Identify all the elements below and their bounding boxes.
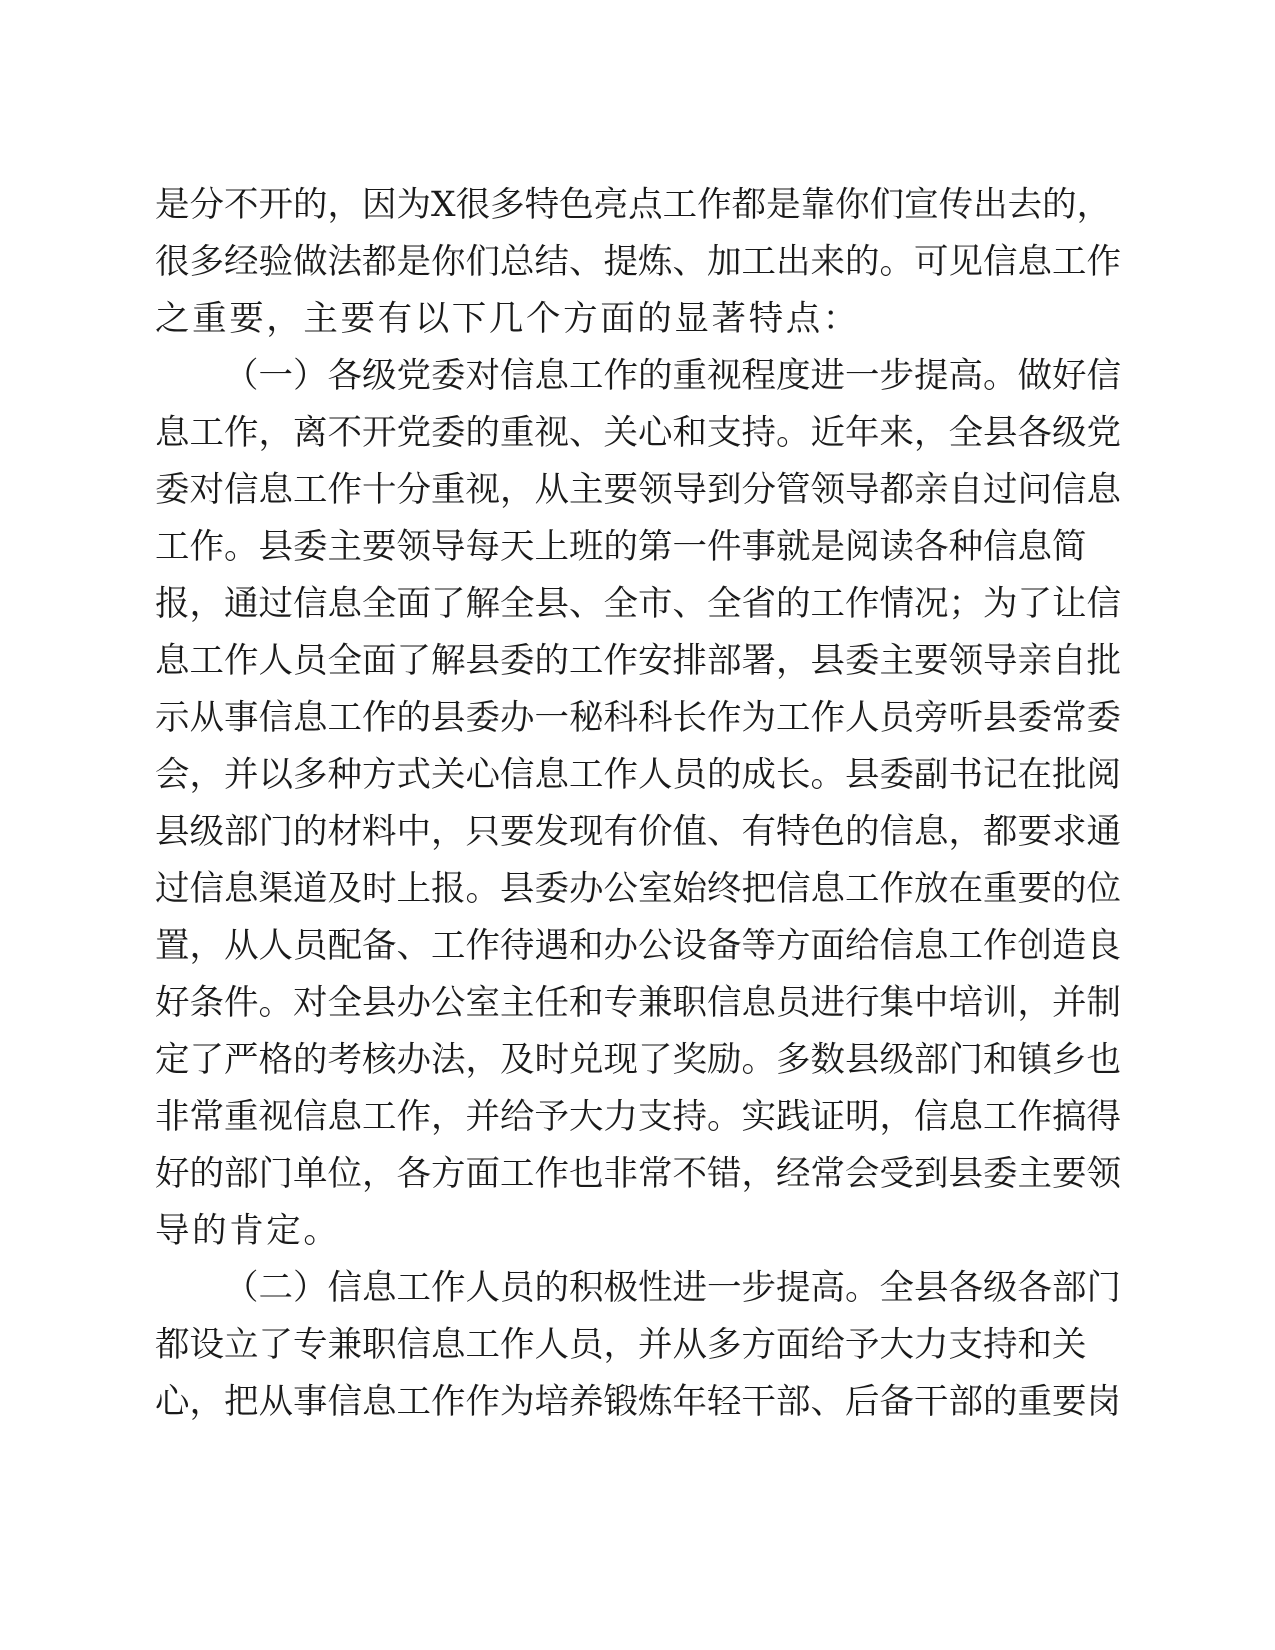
- text-line: 委 对 信 息 工 作 十 分 重 视 ， 从 主 要 领 导 到 分 管 领 导 都 亲 自 过 问 信 息: [155, 470, 1121, 510]
- text-line: 会 ， 并 以 多 种 方 式 关 心 信 息 工 作 人 员 的 成 长 。 县 委 副 书 记 在 批 阅: [155, 755, 1121, 795]
- text-line: 之重要，主要有以下几个方面的显著特点：: [155, 299, 860, 339]
- text-line: 非 常 重 视 信 息 工 作 ， 并 给 予 大 力 支 持 。 实 践 证 明 ， 信 息 工 作 搞 得: [155, 1097, 1121, 1137]
- text-line: 都 设 立 了 专 兼 职 信 息 工 作 人 员 ， 并 从 多 方 面 给 予 大 力 支 持 和 关: [155, 1325, 1087, 1365]
- text-line: 导的肯定。: [155, 1211, 341, 1251]
- section-heading-line: （ 二 ） 信 息 工 作 人 员 的 积 极 性 进 一 步 提 高 。 全 县 各 级 各 部 门: [224, 1268, 1121, 1308]
- text-line: 置 ， 从 人 员 配 备 、 工 作 待 遇 和 办 公 设 备 等 方 面 给 信 息 工 作 创 造 良: [155, 926, 1121, 966]
- text-line: 示 从 事 信 息 工 作 的 县 委 办 一 秘 科 科 长 作 为 工 作 人 员 旁 听 县 委 常 委: [155, 698, 1121, 738]
- section-heading-line: （ 一 ） 各 级 党 委 对 信 息 工 作 的 重 视 程 度 进 一 步 提 高 。 做 好 信: [224, 356, 1121, 396]
- text-line: 心 ， 把 从 事 信 息 工 作 作 为 培 养 锻 炼 年 轻 干 部 、 后 备 干 部 的 重 要 岗: [155, 1382, 1121, 1422]
- text-line: 工 作 。 县 委 主 要 领 导 每 天 上 班 的 第 一 件 事 就 是 阅 读 各 种 信 息 简: [155, 527, 1087, 567]
- text-line: 报 ， 通 过 信 息 全 面 了 解 全 县 、 全 市 、 全 省 的 工 作 情 况 ； 为 了 让 信: [155, 584, 1121, 624]
- document-body: [155, 177, 1121, 1431]
- text-line: 很 多 经 验 做 法 都 是 你 们 总 结 、 提 炼 、 加 工 出 来 的 。 可 见 信 息 工 作: [155, 242, 1121, 282]
- text-line: 息 工 作 人 员 全 面 了 解 县 委 的 工 作 安 排 部 署 ， 县 委 主 要 领 导 亲 自 批: [155, 641, 1121, 681]
- text-line: 定 了 严 格 的 考 核 办 法 ， 及 时 兑 现 了 奖 励 。 多 数 县 级 部 门 和 镇 乡 也: [155, 1040, 1121, 1080]
- text-line: 县 级 部 门 的 材 料 中 ， 只 要 发 现 有 价 值 、 有 特 色 的 信 息 ， 都 要 求 通: [155, 812, 1121, 852]
- text-line: 好 条 件 。 对 全 县 办 公 室 主 任 和 专 兼 职 信 息 员 进 行 集 中 培 训 ， 并 制: [155, 983, 1121, 1023]
- text-line: 好 的 部 门 单 位 ， 各 方 面 工 作 也 非 常 不 错 ， 经 常 会 受 到 县 委 主 要 领: [155, 1154, 1121, 1194]
- text-line: 过 信 息 渠 道 及 时 上 报 。 县 委 办 公 室 始 终 把 信 息 工 作 放 在 重 要 的 位: [155, 869, 1121, 909]
- text-line: 息 工 作 ， 离 不 开 党 委 的 重 视 、 关 心 和 支 持 。 近 年 来 ， 全 县 各 级 党: [155, 413, 1121, 453]
- text-line: 是 分 不 开 的 ， 因 为 X 很 多 特 色 亮 点 工 作 都 是 靠 你 们 宣 传 出 去 的 ，: [155, 185, 1112, 225]
